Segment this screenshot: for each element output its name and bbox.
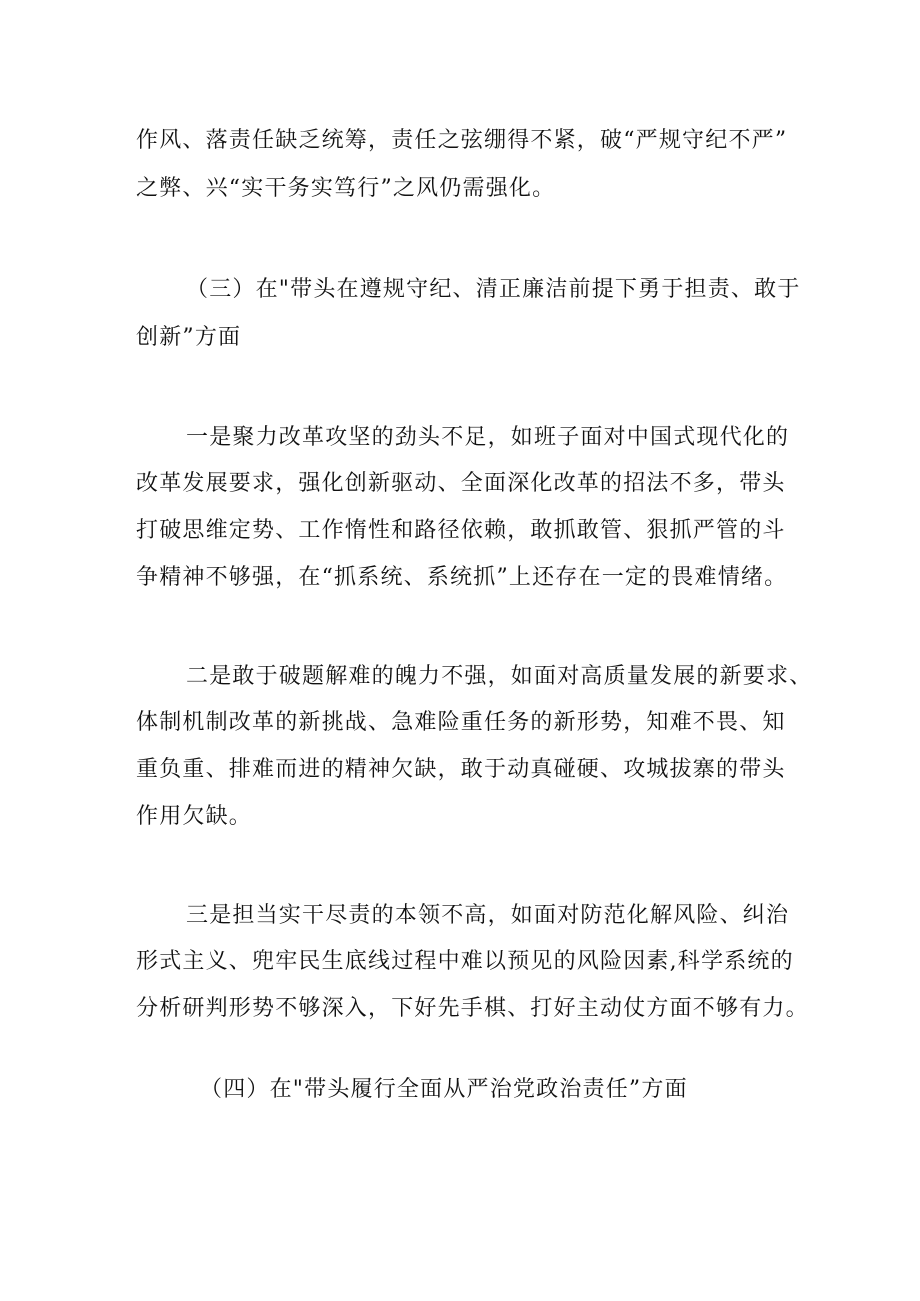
- paragraph-3-line: 形式主义、兜牢民生底线过程中难以预见的风险因素,科学系统的: [136, 949, 794, 974]
- paragraph-3-line: 分析研判形势不够深入，下好先手棋、打好主动仗方面不够有力。: [136, 996, 809, 1021]
- paragraph-1-line: 一是聚力改革攻坚的劲头不足，如班子面对中国式现代化的: [186, 425, 790, 450]
- body-line: 之弊、兴“实干务实笃行”之风仍需强化。: [136, 176, 556, 201]
- paragraph-1-line: 争精神不够强，在“抓系统、系统抓”上还存在一定的畏难情绪。: [136, 565, 788, 590]
- paragraph-2-line: 二是敢于破题解难的魄力不强，如面对高质量发展的新要求、: [186, 664, 813, 689]
- paragraph-3-line: 三是担当实干尽责的本领不高，如面对防范化解风险、纠治: [186, 903, 790, 928]
- paragraph-1-line: 打破思维定势、工作惰性和路径依赖，敢抓敢管、狠抓严管的斗: [136, 518, 786, 543]
- paragraph-2-line: 重负重、排难而进的精神欠缺，敢于动真碰硬、攻城拔寨的带头: [136, 757, 786, 782]
- section-heading-4: （四）在"带头履行全面从严治党政治责任”方面: [200, 1077, 688, 1102]
- section-heading-3-cont: 创新”方面: [136, 325, 242, 350]
- paragraph-2-line: 作用欠缺。: [136, 804, 253, 829]
- body-line: 作风、落责任缺乏统筹，责任之弦绷得不紧，破“严规守纪不严”: [136, 128, 788, 153]
- section-heading-3: （三）在"带头在遵规守纪、清正廉洁前提下勇于担责、敢于: [186, 277, 801, 302]
- paragraph-1-line: 改革发展要求，强化创新驱动、全面深化改革的招法不多，带头: [136, 471, 786, 496]
- paragraph-2-line: 体制机制改革的新挑战、急难险重任务的新形势，知难不畏、知: [136, 710, 786, 735]
